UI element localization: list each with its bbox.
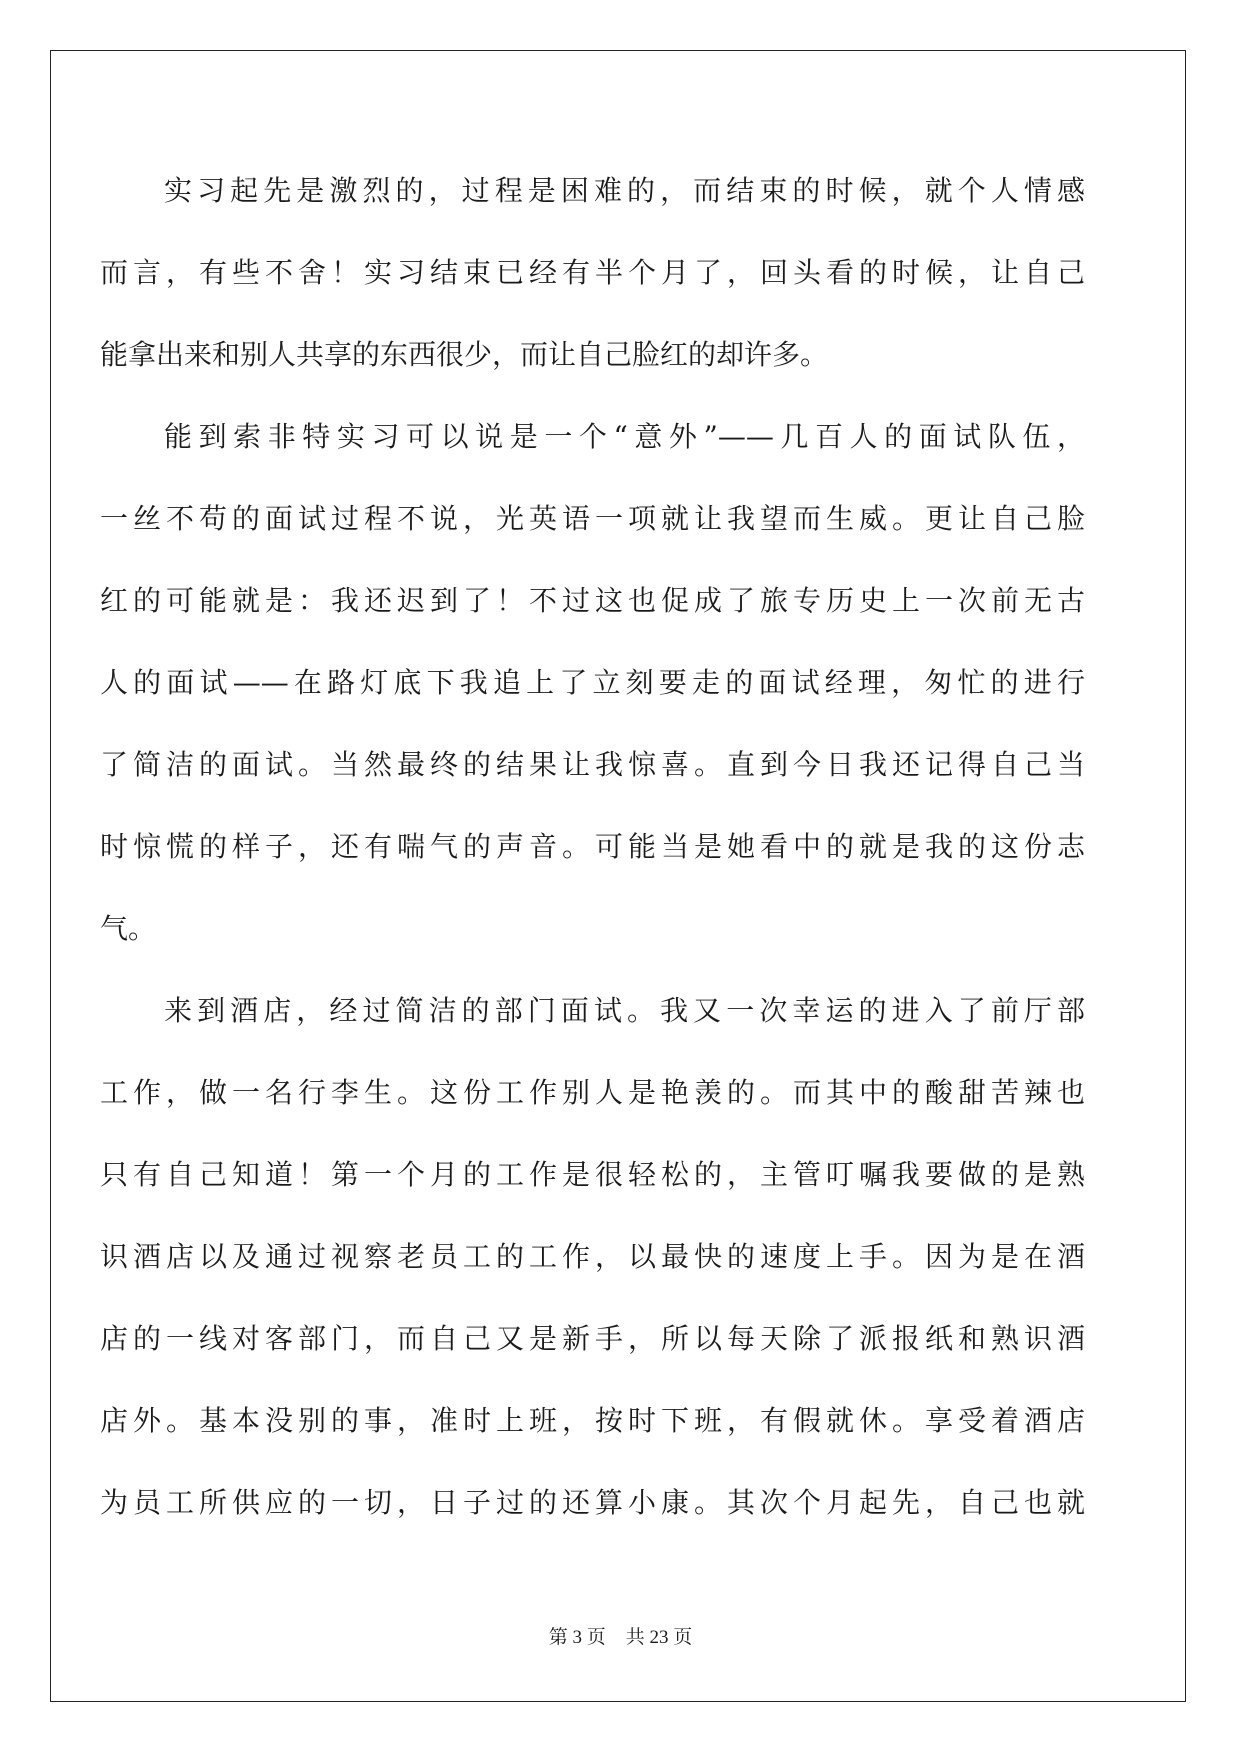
- text-line: 识酒店以及通过视察老员工的工作，以最快的速度上手。因为是在酒: [100, 1240, 1085, 1273]
- page-footer: [0, 1622, 1241, 1649]
- text-line: 为员工所供应的一切，日子过的还算小康。其次个月起先，自己也就: [100, 1486, 1085, 1519]
- text-line: 只有自己知道！第一个月的工作是很轻松的，主管叮嘱我要做的是熟: [100, 1158, 1085, 1191]
- text-line: 了简洁的面试。当然最终的结果让我惊喜。直到今日我还记得自己当: [100, 748, 1085, 781]
- text-line: 时惊慌的样子，还有喘气的声音。可能当是她看中的就是我的这份志: [100, 830, 1085, 863]
- text-line: 工作，做一名行李生。这份工作别人是艳羡的。而其中的酸甜苦辣也: [100, 1076, 1085, 1109]
- text-line: 红的可能就是：我还迟到了！不过这也促成了旅专历史上一次前无古: [100, 584, 1085, 617]
- document-body: [100, 150, 1085, 1544]
- text-line: 能到索非特实习可以说是一个“意外”——几百人的面试队伍，: [164, 420, 1085, 453]
- text-line: 能拿出来和别人共享的东西很少，而让自己脸红的却许多。: [100, 338, 829, 371]
- text-line: 店外。基本没别的事，准时上班，按时下班，有假就休。享受着酒店: [100, 1404, 1085, 1437]
- text-line: 一丝不苟的面试过程不说，光英语一项就让我望而生威。更让自己脸: [100, 502, 1085, 535]
- text-line: 店的一线对客部门，而自己又是新手，所以每天除了派报纸和熟识酒: [100, 1322, 1085, 1355]
- text-line: 而言，有些不舍！实习结束已经有半个月了，回头看的时候，让自己: [100, 256, 1085, 289]
- page-number: 第 3 页: [548, 1627, 606, 1648]
- text-line: 来到酒店，经过简洁的部门面试。我又一次幸运的进入了前厅部: [164, 994, 1085, 1027]
- text-line: 气。: [100, 912, 157, 945]
- page-total: 共 23 页: [625, 1627, 693, 1648]
- text-line: 人的面试——在路灯底下我追上了立刻要走的面试经理，匆忙的进行: [100, 666, 1085, 699]
- text-line: 实习起先是激烈的，过程是困难的，而结束的时候，就个人情感: [164, 174, 1085, 207]
